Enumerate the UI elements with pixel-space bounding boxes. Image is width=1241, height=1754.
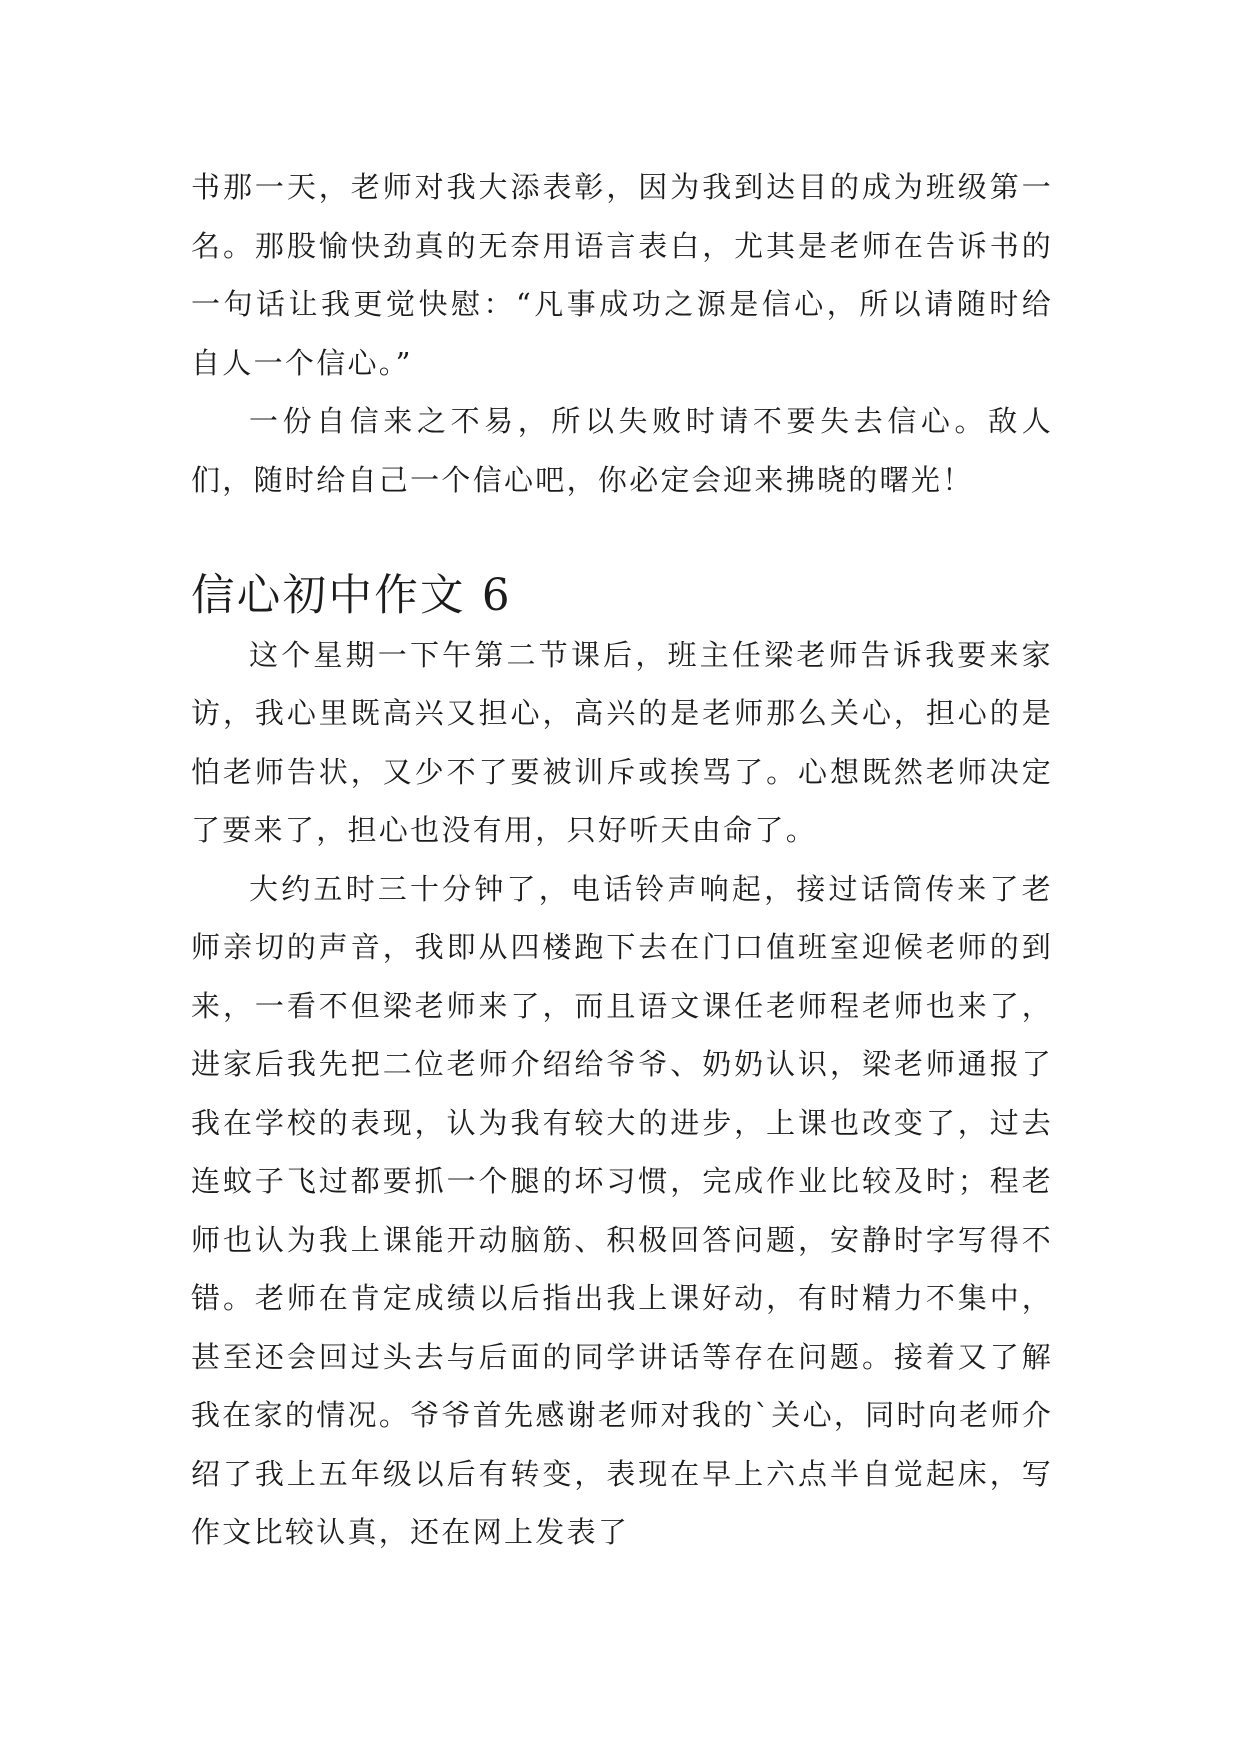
paragraph-continued: 书那一天，老师对我大添表彰，因为我到达目的成为班级第一名。那股愉快劲真的无奈用语言表白，尤其是老师在告诉书的一句话让我更觉快慰：“凡事成功之源是信心，所以请随时给自人一个信心。” [191,170,1053,380]
paragraph-closing: 一份自信来之不易，所以失败时请不要失去信心。敌人们，随时给自己一个信心吧，你必定会迎来拂晓的曙光！ [191,404,1053,497]
section-spacer [191,509,1053,567]
document-body [191,158,1053,1562]
paragraph: 这个星期一下午第二节课后，班主任梁老师告诉我要来家访，我心里既高兴又担心，高兴的是老师那么关心，担心的是怕老师告状，又少不了要被训斥或挨骂了。心想既然老师决定了要来了，担心也没有用，只好听天由命了。 [191,637,1053,847]
paragraph: 大约五时三十分钟了，电话铃声响起，接过话筒传来了老师亲切的声音，我即从四楼跑下去在门口值班室迎候老师的到来，一看不但梁老师来了，而且语文课任老师程老师也来了，进家后我先把二位老师介绍给爷爷、奶奶认识，梁老师通报了我在学校的表现，认为我有较大的进步，上课也改变了，过去连蚊子飞过都要抓一个腿的坏习惯，完成作业比较及时；程老师也认为我上课能开动脑筋、积极回答问题，安静时字写得不错。老师在肯定成绩以后指出我上课好动，有时精力不集中，甚至还会回过头去与后面的同学讲话等存在问题。接着又了解我在家的情况。爷爷首先感谢老师对我的`关心，同时向老师介绍了我上五年级以后有转变，表现在早上六点半自觉起床，写作文比较认真，还在网上发表了 [191,871,1053,1549]
essay-title: 信心初中作文 6 [191,571,512,621]
